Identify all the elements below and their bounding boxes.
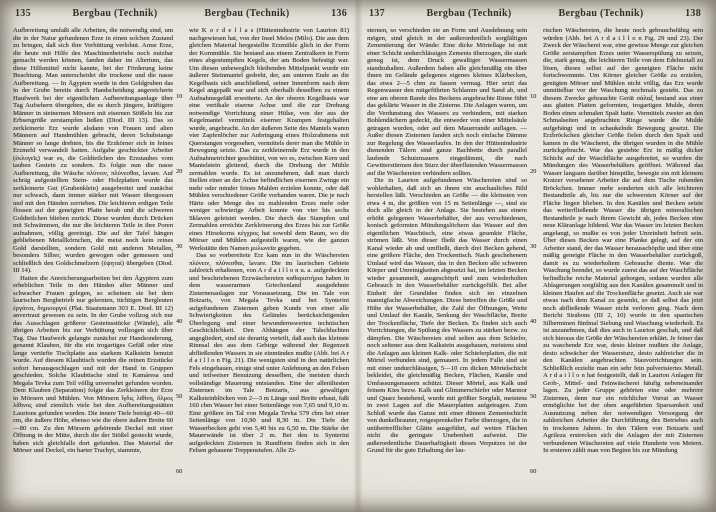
column-number-135: 135 [15, 8, 31, 19]
line-number: 60 [176, 468, 183, 475]
line-number: 20 [530, 168, 537, 175]
line-number: 20 [176, 168, 183, 175]
paragraph: rischen Wäschereien, die heute noch gebrauchsfähig sein würden (Abb. bei A r d a i l l o n Fig. 29 und 23). Der Zweck der Wäscherei war, eine gewisse Menge zur gleichen Größe zerstampften Erzes unter Wasserspülung zu setzen, die, stark genug, die leichteren Teile von dem Edelmetall zu lösen, dieses selbst auf der geneigten Fläche nicht fortschwemmte. Um Körner gleicher Größe zu erzielen, genügten Mörser und Mühlen nicht völlig, das Erz wurde unmittelbar vor der Waschung nochmals gesiebt. Das zu diesem Zwecke gebrauchte Gerät σάλαξ bestand aus einer aus glatten Platten geformten, trogartigen Mulde, deren Boden einen schmalen Spalt hatte. Vermittels zweier an den Schmalseiten angebrachten Ringe wurde die Mulde aufgehängt und in schaukelnde Bewegung gesetzt. Die Erzbröckchen gleicher Größe fielen durch den Spalt und kamen in die Wäscherei, die übrigen wurden in die Mühle zurückgebracht. War das gesiebte Erz in mäßig dicker Schicht auf der Waschfläche ausgebreitet, so wurden die Mündungen des Wasserbehälters geöffnet. Während das Wasser langsam darüber hinspülte, bewegte ein mit kleinem Kratzer versehener Arbeiter die auf dem Tische ruhenden Bröckchen. Immer mehr sonderten sich alle leichteren Bestandteile ab, bis nur die schwersten Körner auf der Fläche liegen blieben. In den Kanälen und Becken setzte das weiterfließende Wasser die übrigen mineralischen Bestandteile je nach ihrem Gewicht ab, jedes Becken eine neue Kläranlage bildend. War das Wasser im letzten Becken angelangt, so mußte es von jeder Unreinheit befreit sein. Über dieses Becken war eine Planke gelegt, auf der ein Arbeiter stand, der das Wasser herausschöpfte und über eine mäßig geneigte Fläche in den Wasserbehälter zurückgoß, damit es zu wiederholtem Gebrauche diente. War die Waschung beendet, so wurde zuerst das auf der Waschfläche befindliche reiche Material geborgen, sodann wurden alle Ablagerungen sorgfältig aus den Kanälen gesammelt und in kleinen Haufen auf die Trockenfläche gesetzt. Auch sie war etwas nach dem Kanal zu gesenkt, so daß selbst das jetzt noch abfließende Wasser nicht verloren ging. Nach dem Bericht Strabons (III 2, 10) wurde in den spanischen Silberminen fünfmal Siebung und Waschung wiederholt. Es ist anzunehmen, daß dies auch in Laurion geschah, und daß sich hieraus die Größe der Wäschereien erklärt. Je feiner das zu waschende Erz war, desto kleiner mußten die Anlage, desto schwächer der Wassersturz, desto zahlreicher die in den Kanälen angebrachten Stauvorrichtungen sein. Schließlich erzielte man ein sehr fein pulverisiertes Metall. A r d a i l l o n hat festgestellt, daß in Laurion Anlagen für Grob-, Mittel- und Feinwäscherei häufig nebeneinander lagen. Zu jeder Gruppe gehörten eine oder mehrere Zisternen, denn nur ein reichlicher Vorrat an Wasser ermöglichte bei der oben angeführten Sparsamkeit und Ausnutzung neben der notwendigen Versorgung der zahlreichen Arbeiter die Durchführung des Betriebes auch in trockenen Jahren. In den Tälern von Botzaris und Agrileza erstrecken sich die Anlagen der mit Zisternen verbundenen Wäschereien auf viele Hunderte von Metern. In ersteren zählt man von Beginn bis zur Mündung [543, 27, 703, 454]
running-title: Bergbau (Technik) [426, 8, 512, 19]
line-number: 60 [530, 468, 537, 475]
line-number: 50 [176, 393, 183, 400]
paragraph: Aufbereitung umfaßt alle Arbeiten, die notwendig sind, um die in der Natur gefundenen Erze in einen solchen Zustand zu bringen, daß sich ihre Verhüttung verlohnt. Arme Erze, die heute mit Hilfe des Maschinenbetriebs noch nutzbar gemacht werden können, fanden daher im Altertum, das diese Hilfsmittel nicht kannte, bei der Förderung keine Beachtung. Man unterscheidet die trockene und die nasse Aufbereitung. — In Ägypten wurde in den Goldgruben das in der Grube bereits durch Handscheidung angereicherte Haufwerk bei der eigentlichen Aufbereitungsanlage über Tag Aufsehern übergeben, die es durch jüngere, kräftigere Männer in steinernen Mörsern mit eisernen Stößeln bis zur Erbsengröße zerstampfen ließen (Diod. III 13). Das so zerkleinerte Erz wurde alsdann von Frauen und alten Männern auf Handmühlen gebracht, deren Schubstange Männer so lange drehten, bis die Erzkörner sich in feines Erzmehl verwandelt hatten. Aufgabe geschickter Arbeiter (ἐκλογεῖς) war es, die Goldteilchen des Erzstaubes vom tauben Gestein zu sondern. Es folgte nun die nasse Aufbereitung, die Wäsche πλύνειν, πλύνεσθαι, lavare. Auf schräg aufgestellten Stein- oder Holzplatten wurde das zerkleinerte Gut (Grubenklein) ausgebreitet und zunächst nur schwach, dann immer stärker mit Wasser übergossen und mit den Händen zerrieben. Die leichteren erdigen Teile flossen auf der geneigten Platte herab und die schweren Goldteilchen blieben zurück. Diese wurden durch Drücken mit Schwämmen, die nur die leichteren Teile in ihre Poren aufnahmen, völlig gereinigt. Die auf der Tafel hängen gebliebenen Metallkörnchen, die meist noch kein reines Gold darstellten, sondern Gold mit anderen Metallen, besonders Silber, wurden gewogen oder gemessen und schließlich den Goldschmelzern (ἑψηταί) übergeben (Diod. III 14). [13, 27, 173, 274]
paragraph: wie K o r d e l l a s (Hüttenindustrie von Laurion 81) nachgewiesen hat, von der Insel Melos (Milo). Die aus dem gleichen Material hergestellte Erzmühle glich in der Form der Kornmühle. Sie bestand aus einem Zentralkern in Form eines abgestumpften Kegels, der am Boden befestigt war. Um diesen unbeweglich bleibenden Mittelpunkt wurde ein äußerer Steinmantel gedreht, der, am unteren Ende an die Kegelbasis sich anschließend, seiner Innenform nach dem Kegel angepaßt war und sich oberhalb desselben zu einem Aufnahmegefäß erweiterte. An der oberen Kegelbasis war eine vertikale eiserne Achse und die zur Drehung notwendige Vorrichtung einer Hülse, von der aus der Kegelmantel vermittels eiserner Krampen festgehalten wurde, angebracht. An der äußeren Seite des Mantels waren vier Zapfenlöcher zur Anbringung eines Holzrahmens mit Querstangen vorgesehen, vermittels derer man die Mühle in Bewegung setzte. Das zu zerkleinernde Erz wurde in den Aufnahmetrichter geschüttet, von wo es, zwischen Kern und Mantelstein gleitend, durch die Drehung der Mühle zermahlen wurde. Es ist anzunehmen, daß man durch Stellen einer an der Achse befindlichen eisernen Zwinge ein mehr oder minder feines Mahlen erzielen konnte, oder daß Mühlen verschiedener Größe vorhanden waren. Die je nach Härte oder Menge des zu mahlenden Erzes mehr oder weniger schwierige Arbeit konnte von vier bis sechs Sklaven geleistet werden. Die durch das Stampfen und Zermahlen erreichte Zerkleinerung des Erzes bis zur Größe eines Hirsekorns κέγχρος hat sowohl dem Raum, wo die Mörser und Mühlen aufgestellt waren, wie der ganzen Werkstätte den Namen μυλωνεῖα gegeben. [189, 27, 349, 252]
column-number-136: 136 [331, 8, 347, 19]
line-number: 40 [176, 318, 183, 325]
text-column-137 [367, 27, 527, 495]
running-head-right [369, 8, 701, 19]
line-number: 30 [176, 243, 183, 250]
line-number: 50 [530, 393, 537, 400]
running-title: Bergbau (Technik) [558, 8, 644, 19]
paragraph: Hatten die Anreicherungsarbeiten bei den Ägyptern zum erheblichen Teile in den Händen alter Männer und schwacher Frauen gelegen, so scheinen sie bei dem laurischen Bergbetrieb nur gelernten, tüchtigen Bergleuten ἐργάται, δημιουργοί (Plat. Staatsmann 303 E. Diod. III 12) anvertraut gewesen zu sein. In der Grube vollzog sich nur das Ausschlagen größerer Gesteinsstücke (Wände), alle übrigen Arbeiten bis zur Verhüttung vollzogen sich über Tag. Das Haufwerk gelangte zunächst zur Handsonderung, genannt Klauben, für die ein trogartiges Gefäß oder eine lange vertiefte Tischplatte aus starkem Kalkstein benutzt wurde. Auf diesem Klaubtisch wurden die reinen Erzstücke sofort herausgeschlagen und mit der Hand in Gruppen geschieden. Solche Klaubtische sind in Kamáresa und Megala Tevka zum Teil völlig unversehrt gefunden worden. Dem Klauben (Separation) folgte das Zerkleinern der Erze in Mörsern und Mühlen. Von Mörsern ἴγδις λιθίνη, ὅλμος λίθινος sind ziemlich viele bei den Aufbereitungsstätten Laurions gefunden worden. Die innere Tiefe beträgt 40—60 cm, die äußere Höhe, ebenso wie die obere äußere Breite 60—80 cm. Zu den Mörsern gehörende Deckel mit einer Öffnung in der Mitte, durch die der Stößel gesteckt wurde, haben sich gleichfalls dort gefunden. Das Material der Mörser und Deckel, ein harter Trachyt, stammte, [13, 274, 173, 454]
line-number: 10 [530, 93, 537, 100]
gutter-line-numbers-left [173, 27, 189, 495]
paragraph: sternen, so verschieden sie an Form und Ausdehnung sein mögen, sind gleich in der außerordentlich sorgfältigen Zementierung der Wände: Eine dicke Mörtellage ist mit einer Schicht undurchlässigen Zements überzogen, die stark genug ist, dem Druck gewaltiger Wassermassen standzuhalten. Außerdem haben alle gleichmäßig ein über ihnen im Gelände gelegenes eigenes kleines Klärbecken, das etwa 2—5 cbm zu fassen vermag. Hier setzt das Regenwasser den mitgeführten Schlamm und Sand ab, und eine am oberen Rande des Beckens angebrachte Rinne führt das geklärte Wasser in die Zisterne. Die Anlagen waren, um die Verdunstung des Wassers zu verhindern, mit starken Bohlendächern gedeckt, die entweder von einer Mittelsäule getragen wurden, oder auf dem Mauerrande auflagen. — Außer diesen Zisternen fanden sich noch einfache Dämme zur Regelung des Wasserlaufes. In den der Hüttenindustrie dienenden Tälern sind ganze Bachbette durch parallel laufende Schutzmauern eingedämmt, die nach Gewitterstürmen den Sturz der überflutenden Wassermassen auf die Wäschereien verhindern sollten. [367, 27, 527, 177]
running-title: Bergbau (Technik) [72, 8, 158, 19]
text-column-135 [13, 27, 173, 495]
line-number: 40 [530, 318, 537, 325]
line-number: 10 [176, 93, 183, 100]
running-title: Bergbau (Technik) [204, 8, 290, 19]
column-number-137: 137 [369, 8, 385, 19]
paragraph: Das so vorbereitete Erz kam nun in die Wäschereien πλύνειν, πλύνεσθαι, lavare. Die im laurischen Gebiete zahlreich erhaltenen, von A r d a i l l o n u. a. aufgedeckten und beschriebenen Erzwäschereien καθαριστήρια haben in dem wasserarmen Griechenland ausgedehnte Zisternenanlagen zur Voraussetzung. Die im Tale von Botzaris, von Megala Tevka und bei Synterini aufgefundenen Zisternen geben Kunde von einer alle Schwierigkeiten des Geländes berücksichtigenden Überlegung und einer bewundernswerten technischen Geschicklichkeit. Den Abhängen der Talschluchten angegliedert, sind sie derartig verteilt, daß auch das kleinste Rinnsal des aus dem Gebirge während der Regenzeit abfließenden Wassers in sie einmünden mußte (Abb. bei A r d a i l l o n Fig. 21). Die wenigsten sind in den natürlichen Fels eingehauen, einige sind unter Anlehnung an den Felsen und teilweiser Benutzung desselben, die meisten durch vollständige Mauerung entstanden. Eine der allerältesten Zisternen im Tale Botzaris, aus gewaltigen Kalksteinblöcken von 2—3 m Länge und Breite erbaut, faßt 160 cbm Wasser bei einer Seitenlänge von 7,65 und 9,10 m. Eine größere im Tal von Megala Tevka 579 cbm bei einer Seitenlänge von 10,90 und 8,30 m. Die Tiefe der Wasserbecken geht von 5,40 bis zu 6,50 m. Die Stärke der Mauerwände ist über 2 m. Bei den in Synterini aufgedeckten Zisternen in Rundform finden sich in den Felsen gehauene Treppenstufen. Alle Zi- [189, 252, 349, 454]
gutter-line-numbers-right [527, 27, 543, 495]
text-columns-right [367, 27, 703, 495]
column-number-138: 138 [685, 8, 701, 19]
running-head-left [15, 8, 347, 19]
text-column-136 [189, 27, 349, 495]
line-number: 30 [530, 243, 537, 250]
page-right [358, 0, 716, 512]
paragraph: Die in Laurion aufgefundenen Wäschereien sind so wohlerhalten, daß sich an ihnen ein anschauliches Bild herstellen läßt. Verschieden an Größe — die kleinsten von etwa 4 m, die größten von 15 m Seitenlänge —, sind sie doch alle gleich in der Anlage. Sie bestehen aus einem erhöht gelegenen Wasserbehälter, der aus verschiedenen, konisch geformten Mündungslöchern das Wasser auf den eigentlichen Waschtisch, eine etwas gesenkte Fläche, strömen läßt. Von dieser fließt das Wasser durch einen Kanal wieder ab und umfließt, durch drei Becken gehend, eine größere Fläche, den Trockentisch. Nach geschehenem Umlauf wird das Wasser, das in den Becken alle schweren Körper und Unreinigkeiten abgesetzt hat, im letzten Becken wieder gesammelt, ausgeschöpft und zum wiederholten Gebrauch in den Wasserbehälter zurückgefüllt. Bei aller Einheit der Grundidee finden sich im einzelnen mannigfache Abweichungen. Diese betreffen die Größe und Höhe der Wasserbehälter, die Zahl der Öffnungen, Weite und Umlauf der Kanäle, Senkung der Waschfläche, Breite der Trockenfläche, Tiefe der Becken. Es finden sich auch Vorrichtungen, die Spülung des Wassers zu stärken bezw. zu dämpfen. Die Wäschereien sind selten aus dem Schiefer, noch seltener aus dem Kalkstein ausgehauen, meistens sind die Anlagen aus kleinen Kalk- oder Schieferplatten, die mit Mörtel verbunden sind, gemauert. In jedem Falle sind sie mit einer undurchlässigen, 5—10 cm dicken Mörtelschicht bekleidet, die gleichmäßig Becken, Flächen, Kanäle und Umfassungsmauern schützt. Dieser Mörtel, aus Kalk und feinem Kies bezw. Kalk und Glimmerschiefer oder Marmor und Quarz bestehend, wurde mit größter Sorgfalt, meistens in zwei Lagen auf die Mauerplatten aufgetragen. Zum Schluß wurde das Ganze mit einer dünnen Zementschicht von dunkelbrauner, rotgesprenkelter Farbe überzogen, die in unübertrefflicher Glätte ausgeführt, auf weiten Flächen nicht die geringste Unebenheit aufweist. Die außerordentliche Dauerhaftigkeit dieses Verputzes ist der Grund für die gute Erhaltung der lau- [367, 177, 527, 454]
text-columns-left [13, 27, 349, 495]
text-column-138 [543, 27, 703, 495]
